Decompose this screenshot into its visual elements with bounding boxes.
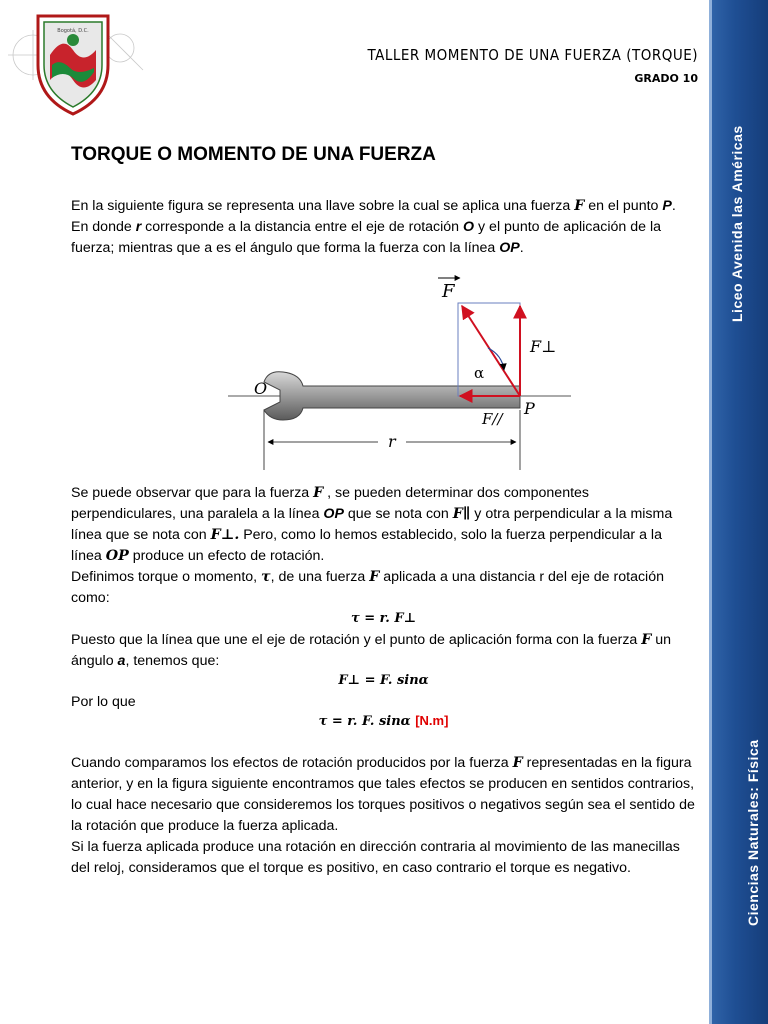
text: aplicada a una distancia r del eje de rotación como: (71, 569, 664, 606)
symbol-F: F (574, 198, 585, 214)
text: , tenemos que: (125, 653, 220, 669)
text: , de una fuerza (270, 569, 370, 585)
equation-expression: τ = r. F. sinα (318, 714, 416, 729)
symbol-F: F (641, 632, 652, 648)
symbol-F: F (313, 485, 324, 501)
symbol-F: F (369, 569, 380, 585)
text: Pero, como lo hemos establecido, solo la fuerza perpendicular a la línea (71, 527, 662, 564)
paragraph-definition (71, 567, 696, 609)
paragraph-sign-convention: Si la fuerza aplicada produce una rotación en dirección contraria al movimiento de las manecillas del reloj, consideramos que el torque es positivo, en caso contrario el torque es negativo. (71, 839, 680, 876)
text: , se pueden determinar dos componentes perpendiculares, una paralela a la línea (71, 485, 590, 522)
symbol-P: P (662, 198, 672, 214)
logo-text: Bogotá, D.C. (57, 28, 89, 34)
label-r: r (388, 432, 396, 451)
vector-F (462, 306, 520, 396)
symbol-F: F (512, 755, 523, 771)
paragraph-angle (71, 630, 696, 672)
label-F-perp: F⊥ (530, 337, 557, 356)
text: . (519, 240, 524, 256)
paragraph-intro (71, 196, 696, 259)
text: produce un efecto de rotación. (128, 548, 325, 564)
text: Definimos torque o momento, (71, 569, 262, 585)
text: y otra perpendicular a la misma línea que se nota con (71, 506, 673, 543)
text: representadas en la figura anterior, y en la figura siguiente encontramos que tales efectos se producen en sentidos contrarios, lo cual hace necesario que consideremos los torques positivos o negativos según sea el sentido de la rotación que produce la fuerza aplicada. (71, 755, 695, 834)
page-heading: TORQUE O MOMENTO DE UNA FUERZA (71, 144, 436, 165)
sidebar-subject: Ciencias Naturales: Física (745, 739, 761, 926)
wrench-torque-figure (228, 270, 573, 475)
label-P: P (524, 399, 535, 418)
text: y el punto de aplicación de la fuerza; mientras que a es el ángulo que forma la fuerza con la línea (71, 219, 662, 256)
sidebar-school-name: Liceo Avenida las Américas (729, 125, 745, 322)
header-grade: GRADO 10 (634, 72, 698, 85)
symbol-tau: τ (261, 569, 271, 585)
text: en el punto (584, 198, 663, 214)
school-logo-icon (8, 10, 148, 120)
symbol-OP: OP (105, 548, 129, 564)
paragraph-compare (71, 753, 696, 837)
symbol-OP: OP (323, 506, 344, 522)
equation-torque: τ = r. F⊥ (350, 611, 417, 626)
paragraph-por-lo-que: Por lo que (71, 694, 136, 710)
text: En la siguiente figura se representa una llave sobre la cual se aplica una fuerza (71, 198, 575, 214)
text: un ángulo (71, 632, 672, 669)
paragraph-components (71, 483, 696, 567)
text: corresponde a la distancia entre el eje de rotación (141, 219, 464, 235)
text: Se puede observar que para la fuerza (71, 485, 314, 501)
symbol-O: O (463, 219, 475, 235)
equation-torque-sin (71, 713, 696, 729)
unit-label: [N.m] (415, 713, 449, 728)
symbol-r: r (135, 219, 142, 235)
text: Puesto que la línea que une el eje de rotación y el punto de aplicación forma con la fuerza (71, 632, 642, 648)
text: Cuando comparamos los efectos de rotación producidos por la fuerza (71, 755, 513, 771)
symbol-F-par: F∥ (452, 506, 471, 522)
label-F-par: F// (482, 410, 503, 428)
text: . En donde (71, 198, 676, 235)
label-O: O (254, 379, 268, 398)
symbol-OP: OP (499, 240, 520, 256)
symbol-a: a (117, 653, 126, 669)
symbol-F-perp: F⊥. (210, 527, 240, 543)
equation-f-perp: F⊥ = F. sinα (338, 673, 429, 688)
header-title: TALLER MOMENTO DE UNA FUERZA (TORQUE) (367, 46, 698, 64)
label-F: F (442, 281, 455, 302)
text: que se nota con (343, 506, 453, 522)
label-alpha: α (474, 364, 485, 382)
